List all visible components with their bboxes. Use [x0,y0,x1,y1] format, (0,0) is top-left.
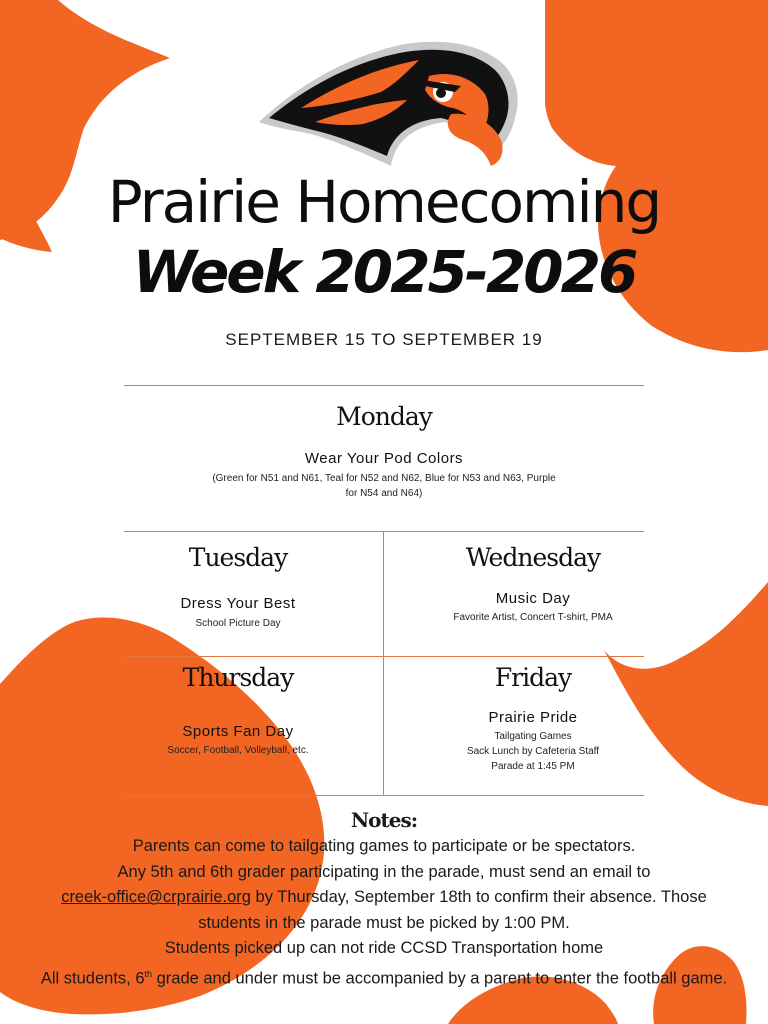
notes-line-2 [40,860,728,937]
wednesday-detail: Favorite Artist, Concert T-shirt, PMA [453,612,613,623]
tuesday-theme: Dress Your Best [180,595,296,612]
friday-detail-line: Tailgating Games [494,731,572,742]
notes-line-4-sup: th [144,968,153,979]
notes-line-4-end: grade and under must be accompanied by a parent to enter the football game. [152,969,728,988]
monday-detail [124,471,644,501]
falcon-mascot-icon [255,30,520,170]
wednesday-theme: Music Day [495,590,571,607]
divider-middle [124,656,644,657]
notes-heading: Notes: [350,808,418,832]
email-link[interactable]: creek-office@crprairie.org [61,888,251,907]
monday-detail-line-1: (Green for N51 and N61, Teal for N52 and N62, Blue for N53 and N63, Purple [212,473,556,484]
friday-heading: Friday [494,663,572,692]
friday-details [384,729,682,774]
monday-theme: Wear Your Pod Colors [304,450,464,467]
thursday-theme: Sports Fan Day [182,723,294,740]
friday-detail-line: Parade at 1:45 PM [491,761,575,772]
notes-line-2-end: by Thursday, September 18th to confirm their absence. Those students in the parade must be picked by 1:00 PM. [198,888,707,932]
notes-line-4 [40,962,728,992]
title-line-1: Prairie Homecoming [107,168,661,236]
notes-line-2-start: Any 5th and 6th grader participating in the parade, must send an email to [117,862,651,881]
tuesday-heading: Tuesday [188,543,288,572]
monday-heading: Monday [336,402,432,431]
wednesday-heading: Wednesday [465,543,601,572]
notes-line-1: Parents can come to tailgating games to participate or be spectators. [132,837,636,855]
title-line-2: Week 2025-2026 [132,238,636,306]
friday-detail-line: Sack Lunch by Cafeteria Staff [466,746,600,757]
monday-detail-line-2: for N54 and N64) [345,488,423,499]
thursday-detail: Soccer, Football, Volleyball, etc. [167,745,309,756]
notes-line-3: Students picked up can not ride CCSD Transportation home [164,939,604,958]
thursday-heading: Thursday [182,663,294,692]
friday-theme: Prairie Pride [488,709,578,726]
divider-bottom [124,795,644,796]
tuesday-detail: School Picture Day [195,618,281,629]
divider-top [124,385,644,386]
date-range: SEPTEMBER 15 TO SEPTEMBER 19 [225,330,543,349]
notes-line-4-start: All students, 6 [40,969,145,988]
divider-monday [124,531,644,532]
notes-body [40,834,728,992]
